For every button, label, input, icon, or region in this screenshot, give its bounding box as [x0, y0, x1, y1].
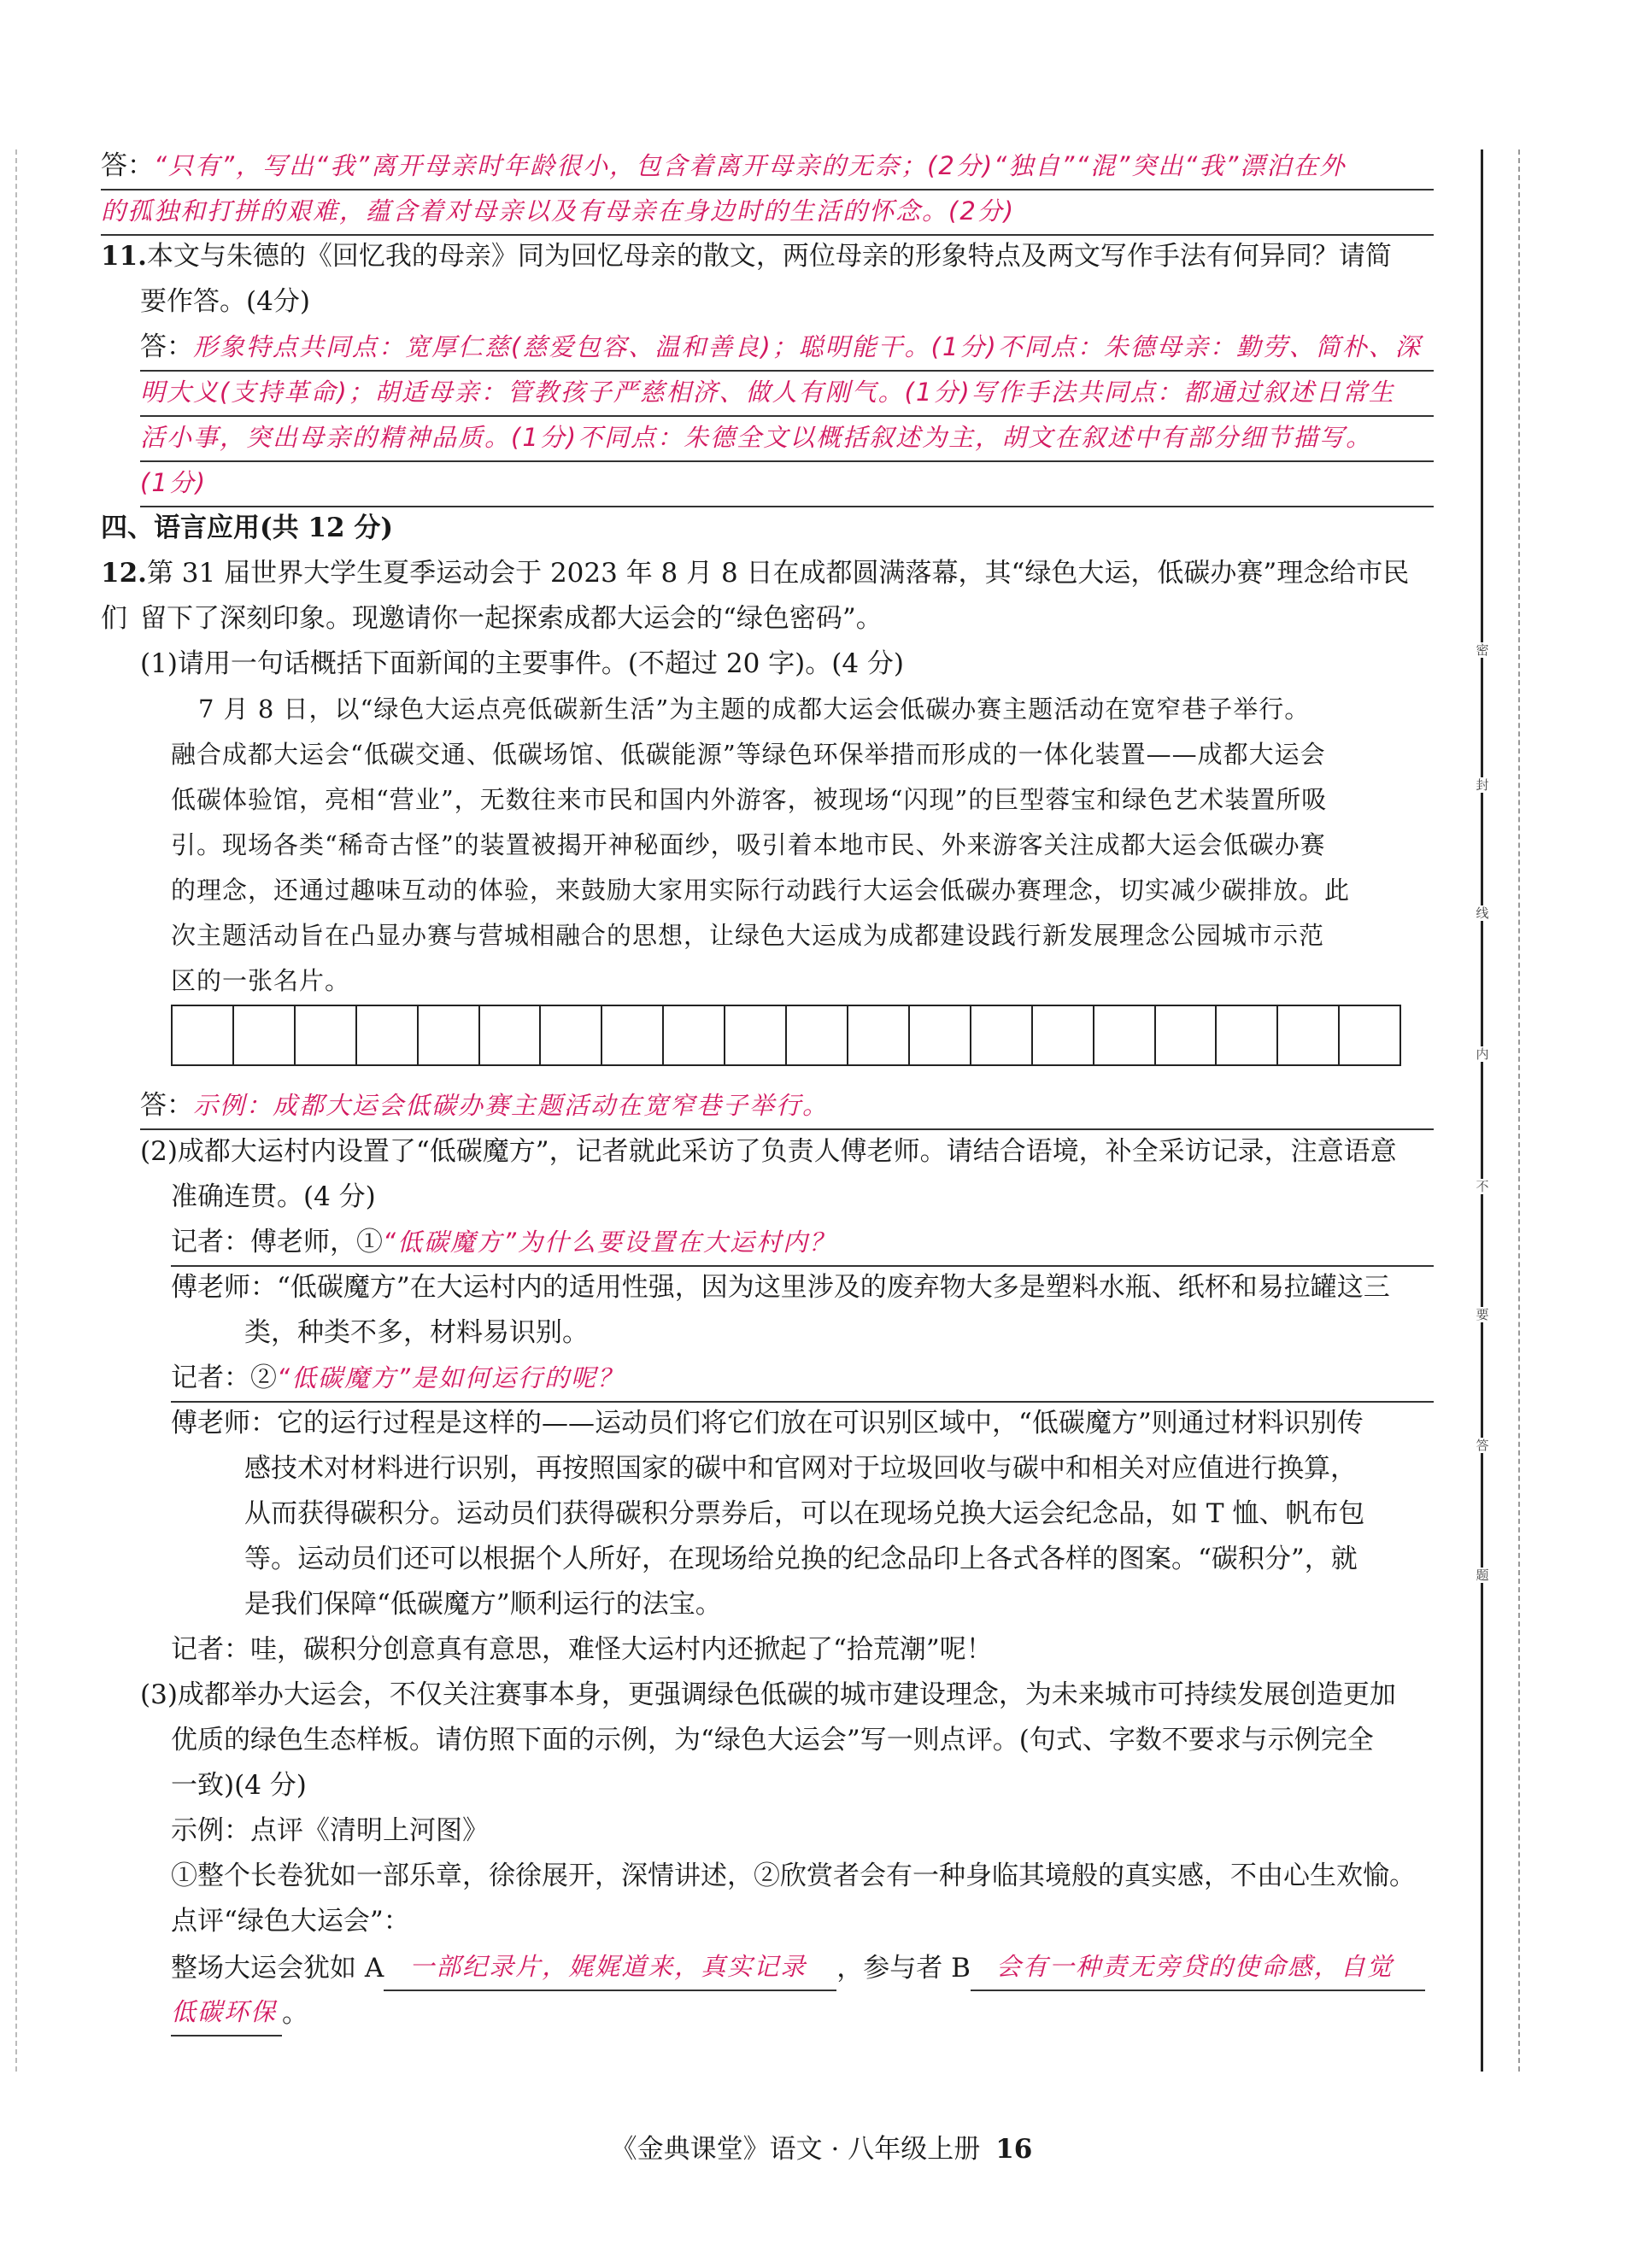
- seal-char: 内: [1476, 1046, 1489, 1062]
- q11-answer-line-4: [140, 460, 1434, 507]
- answer-label: 答：: [140, 331, 193, 362]
- end-mark: 。: [282, 1998, 308, 2029]
- handwritten-answer: 会有一种责无旁贷的使命感，自觉: [995, 1952, 1394, 1981]
- speaker-label: 傅老师：: [171, 1408, 277, 1439]
- book-title: 《金典课堂》语文 · 八年级上册: [610, 2134, 981, 2165]
- question-text: 本文与朱德的《回忆我的母亲》同为回忆母亲的散文，两位母亲的形象特点及两文写作手法有何异同？请简: [146, 241, 1392, 272]
- reporter-line-3: 记者：哇，碳积分创意真有意思，难怪大运村内还掀起了“拾荒潮”呢！: [171, 1634, 993, 1665]
- handwritten-answer: “低碳魔方”为什么要设置在大运村内？: [383, 1228, 836, 1257]
- part1-answer-line: [140, 1083, 1434, 1130]
- q12-stem-line-2: 留下了深刻印象。现邀请你一起探索成都大运会的“绿色密码”。: [140, 603, 883, 634]
- handwritten-answer: (1分): [140, 468, 208, 497]
- teacher-reply-2-cont: 等。运动员们还可以根据个人所好，在现场给兑换的纪念品印上各式各样的图案。“碳积分”，就: [244, 1544, 1358, 1574]
- news-line: 低碳体验馆，亮相“营业”，无数往来市民和国内外游客，被现场“闪现”的巨型蓉宝和绿色艺术装置所吸: [171, 785, 1328, 814]
- speaker-label: 傅老师：: [171, 1272, 277, 1303]
- seal-char: 要: [1476, 1307, 1489, 1322]
- teacher-reply-2: 傅老师：它的运行过程是这样的——运动员们将它们放在可识别区域中，“低碳魔方”则通过材料识别传: [171, 1408, 1364, 1439]
- speaker-label: 记者：傅老师，①: [171, 1227, 383, 1257]
- answer-label: 答：: [140, 1090, 193, 1121]
- part3-prompt-line-3: 一致)(4 分): [171, 1770, 307, 1801]
- handwritten-answer: 一部纪录片，娓娓道来，真实记录: [409, 1952, 807, 1981]
- part2-prompt-line-2: 准确连贯。(4 分): [171, 1181, 376, 1212]
- seal-line: [1481, 149, 1483, 2072]
- part3-prompt-line-2: 优质的绿色生态样板。请仿照下面的示例，为“绿色大运会”写一则点评。(句式、字数不要求与示例完全: [171, 1725, 1374, 1755]
- seal-char: 题: [1476, 1568, 1489, 1583]
- news-line: 次主题活动旨在凸显办赛与营城相融合的思想，让绿色大运成为成都建设践行新发展理念公园城市示范: [171, 921, 1325, 950]
- handwritten-answer: 示例：成都大运会低碳办赛主题活动在宽窄巷子举行。: [193, 1091, 830, 1120]
- q11-answer-line-2: [140, 370, 1434, 417]
- seal-char: 密: [1476, 642, 1489, 658]
- q11-stem-line-1: [101, 234, 1434, 279]
- handwritten-answer: “低碳魔方”是如何运行的呢？: [277, 1363, 625, 1392]
- fill-a-blank[interactable]: [384, 1944, 836, 1991]
- news-line: 7 月 8 日，以“绿色大运点亮低碳新生活”为主题的成都大运会低碳办赛主题活动在宽窄巷子举行。: [198, 694, 1311, 724]
- seal-char: 线: [1476, 905, 1489, 921]
- teacher-reply-1-cont: 类，种类不多，材料易识别。: [244, 1317, 589, 1348]
- fill-b-label: ，参与者 B: [836, 1953, 971, 1984]
- q10-answer-line-2: [101, 189, 1434, 236]
- left-margin-dash: [15, 149, 17, 2072]
- handwritten-answer: 活小事，突出母亲的精神品质。(1分)不同点：朱德全文以概括叙述为主，胡文在叙述中有部分细节描写。: [140, 423, 1373, 452]
- news-line: 区的一张名片。: [171, 966, 351, 995]
- teacher-reply-1: 傅老师：“低碳魔方”在大运村内的适用性强，因为这里涉及的废弃物大多是塑料水瓶、纸杯和易拉罐这三: [171, 1272, 1390, 1303]
- example-title: 示例：点评《清明上河图》: [171, 1815, 489, 1846]
- handwritten-answer: 低碳环保: [171, 1997, 278, 2026]
- answer-label: 答：: [101, 150, 154, 181]
- page-number: 16: [995, 2134, 1033, 2165]
- speaker-label: 记者：②: [171, 1363, 277, 1393]
- fill-b-blank[interactable]: [971, 1944, 1425, 1991]
- seal-dash-line: [1518, 149, 1520, 2072]
- seal-char: 答: [1476, 1438, 1489, 1453]
- news-line: 的理念，还通过趣味互动的体验，来鼓励大家用实际行动践行大运会低碳办赛理念，切实减少碳排放。此: [171, 876, 1351, 905]
- teacher-reply-2-cont: 是我们保障“低碳魔方”顺利运行的法宝。: [244, 1589, 722, 1620]
- reporter-line-2: [171, 1356, 1434, 1403]
- answer-grid[interactable]: [171, 1005, 1401, 1066]
- fill-line-1: [171, 1944, 1434, 1991]
- handwritten-answer: “只有”，写出“我”离开母亲时年龄很小，包含着离开母亲的无奈；(2分)“独自”“混”突出“我”漂泊在外: [154, 151, 1347, 180]
- teacher-reply-2-cont: 从而获得碳积分。运动员们获得碳积分票券后，可以在现场兑换大运会纪念品，如 T 恤、帆布包: [244, 1498, 1365, 1529]
- q12-part1-prompt: (1)请用一句话概括下面新闻的主要事件。(不超过 20 字)。(4 分): [140, 648, 905, 679]
- handwritten-answer: 的孤独和打拼的艰难，蕴含着对母亲以及有母亲在身边时的生活的怀念。(2分): [101, 196, 1016, 226]
- handwritten-answer: 形象特点共同点：宽厚仁慈(慈爱包容、温和善良)；聪明能干。(1分)不同点：朱德母亲：勤劳、简朴、深: [193, 332, 1422, 361]
- task-title: 点评“绿色大运会”：: [171, 1906, 410, 1937]
- seal-char: 不: [1476, 1179, 1489, 1194]
- q11-stem-line-2: 要作答。(4分): [140, 286, 310, 317]
- q11-answer-line-3: [140, 415, 1434, 462]
- question-number: 12.: [101, 558, 147, 589]
- handwritten-answer: 明大义(支持革命)；胡适母亲：管教孩子严慈相济、做人有刚气。(1分)写作手法共同点：都通过叙述日常生: [140, 378, 1395, 407]
- q10-answer-line-1: [101, 144, 1434, 190]
- teacher-reply-2-cont: 感技术对材料进行识别，再按照国家的碳中和官网对于垃圾回收与碳中和相关对应值进行换算，: [244, 1453, 1357, 1484]
- q11-answer-line-1: [140, 325, 1434, 372]
- question-text: 第 31 届世界大学生夏季运动会于 2023 年 8 月 8 日在成都圆满落幕，其“绿色大运，低碳办赛”理念给市民们: [101, 558, 1410, 634]
- reporter-line-1: [171, 1220, 1434, 1267]
- part2-prompt-line-1: (2)成都大运村内设置了“低碳魔方”，记者就此采访了负责人傅老师。请结合语境，补全采访记录，注意语意: [140, 1136, 1397, 1167]
- news-line: 引。现场各类“稀奇古怪”的装置被揭开神秘面纱，吸引着本地市民、外来游客关注成都大运会低碳办赛: [171, 830, 1326, 859]
- fill-a-label: 整场大运会犹如 A: [171, 1953, 384, 1984]
- seal-char: 封: [1476, 777, 1489, 793]
- fill-line-2: [171, 1990, 1434, 2037]
- news-line: 融合成都大运会“低碳交通、低碳场馆、低碳能源”等绿色环保举措而形成的一体化装置——成都大运会: [171, 740, 1326, 769]
- question-number: 11.: [101, 241, 147, 272]
- page-footer: [0, 2127, 1643, 2165]
- section-heading: 四、语言应用(共 12 分): [101, 513, 394, 543]
- fill-b-blank-cont[interactable]: [171, 1990, 282, 2037]
- part3-prompt-line-1: (3)成都举办大运会，不仅关注赛事本身，更强调绿色低碳的城市建设理念，为未来城市可持续发展创造更加: [140, 1679, 1396, 1710]
- example-text: ①整个长卷犹如一部乐章，徐徐展开，深情讲述，②欣赏者会有一种身临其境般的真实感，不由心生欢愉。: [171, 1861, 1416, 1891]
